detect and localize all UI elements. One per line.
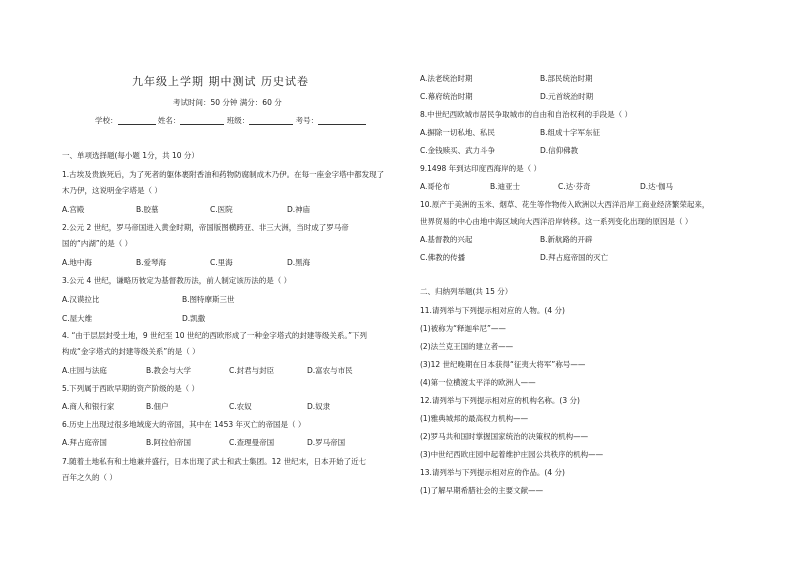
section1-heading: 一、单项选择题(每小题 1分，共 10 分） (62, 151, 199, 160)
q1-option-b[interactable]: B.胶墓 (136, 205, 159, 214)
q11-item-2: (2)法兰克王国的建立者—— (420, 342, 514, 351)
q4-option-d[interactable]: D.富农与市民 (307, 366, 353, 375)
q1-line2: 木乃伊，这说明金字塔是（ ） (62, 186, 162, 195)
q11-prompt: 11.请列举与下列提示相对应的人物。(4 分) (420, 306, 565, 315)
q12-prompt: 12.请列举与下列提示相对应的机构名称。(3 分) (420, 396, 580, 405)
q6-option-d[interactable]: D.罗马帝国 (307, 438, 346, 447)
q8-option-d[interactable]: D.信仰佛教 (540, 146, 579, 155)
number-label: 考号： (295, 116, 319, 125)
q9-line1: 9.1498 年到达印度西海岸的是（ ） (420, 164, 542, 173)
exam-meta: 考试时间：50 分钟 满分：60 分 (173, 98, 282, 107)
q4-option-b[interactable]: B.教会与大学 (146, 366, 192, 375)
q6-option-a[interactable]: A.拜占庭帝国 (62, 438, 107, 447)
section2-heading: 二、归纳列举题(共 15 分） (420, 287, 513, 296)
q8-option-c[interactable]: C.金钱赎买、武力斗争 (420, 146, 496, 155)
q7-option-c[interactable]: C.幕府统治时期 (420, 92, 473, 101)
q4-line1: 4. “由于层层封受土地，9 世纪至 10 世纪的西欧形成了一种金字塔式的封建等级关系。”下列 (62, 331, 368, 340)
q7-line1: 7.随着土地私有和土地兼并盛行，日本出现了武士和武士集团。12 世纪末，日本开始了近七 (62, 457, 367, 466)
q4-option-c[interactable]: C.封君与封臣 (229, 366, 275, 375)
q9-option-c[interactable]: C.达·芬奇 (558, 182, 591, 191)
q2-line2: 国的“内湖”的是（ ） (62, 239, 133, 248)
class-field[interactable] (249, 116, 293, 125)
class-label: 班级： (226, 116, 250, 125)
q1-option-d[interactable]: D.神庙 (287, 205, 311, 214)
q6-line1: 6.历史上出现过很多地域庞大的帝国，其中在 1453 年灭亡的帝国是（ ） (62, 420, 306, 429)
q13-prompt: 13.请列举与下列提示相对应的作品。(4 分) (420, 468, 565, 477)
q10-option-b[interactable]: B.新航路的开辟 (540, 235, 593, 244)
q5-line1: 5.下列属于西欧早期的资产阶级的是（ ） (62, 384, 200, 393)
q6-option-c[interactable]: C.查理曼帝国 (229, 438, 275, 447)
school-label: 学校： (95, 116, 118, 125)
q1-option-c[interactable]: C.医院 (210, 205, 233, 214)
school-field[interactable] (118, 116, 156, 125)
q2-option-c[interactable]: C.里海 (210, 258, 233, 267)
number-field[interactable] (318, 116, 366, 125)
q10-line1: 10.原产于美洲的玉米、烟草、花生等作物传入欧洲以大西洋沿岸工商业经济繁荣起来， (420, 200, 710, 209)
q10-option-c[interactable]: C.佛教的传播 (420, 253, 466, 262)
q6-option-b[interactable]: B.阿拉伯帝国 (146, 438, 192, 447)
name-field[interactable] (180, 116, 224, 125)
q10-option-a[interactable]: A.基督教的兴起 (420, 235, 473, 244)
q10-option-d[interactable]: D.拜占庭帝国的灭亡 (540, 253, 609, 262)
q12-item-3: (3)中世纪西欧庄园中起着维护庄园公共秩序的机构—— (420, 450, 604, 459)
q3-line1: 3.公元 4 世纪，谦略历彼定为基督教历法，前人制定该历法的是（ ） (62, 276, 292, 285)
q5-option-a[interactable]: A.商人和银行家 (62, 402, 115, 411)
q9-option-b[interactable]: B.迪亚士 (490, 182, 521, 191)
q11-item-1: (1)被称为“释迦牟尼”—— (420, 324, 506, 333)
q3-option-a[interactable]: A.汉谟拉比 (62, 295, 100, 304)
q2-line1: 2.公元 2 世纪，罗马帝国进入黄金时期，帝国版图横跨亚、非三大洲，当时成了罗马帝 (62, 223, 349, 232)
q3-option-c[interactable]: C.屋大维 (62, 314, 93, 323)
q5-option-b[interactable]: B.佃户 (146, 402, 169, 411)
student-info-row (95, 116, 366, 125)
q7-option-a[interactable]: A.法老统治时期 (420, 74, 473, 83)
q4-option-a[interactable]: A.庄园与法庭 (62, 366, 107, 375)
q9-option-d[interactable]: D.达·伽马 (640, 182, 674, 191)
q9-option-a[interactable]: A.哥伦布 (420, 182, 450, 191)
q8-option-b[interactable]: B.组成十字军东征 (540, 128, 601, 137)
q1-option-a[interactable]: A.宫殿 (62, 205, 85, 214)
q2-option-b[interactable]: B.爱琴海 (136, 258, 167, 267)
q8-option-a[interactable]: A.摒除一切私地、私民 (420, 128, 495, 137)
q7-option-b[interactable]: B.部民统治时期 (540, 74, 593, 83)
q3-option-b[interactable]: B.图特摩斯三世 (182, 295, 235, 304)
q2-option-d[interactable]: D.黑海 (287, 258, 311, 267)
q4-line2: 构成“金字塔式的封建等级关系”的是（ ） (62, 347, 200, 356)
q3-option-d[interactable]: D.凯撒 (182, 314, 206, 323)
q7-line2: 百年之久的（ ） (62, 473, 117, 482)
exam-title: 九年级上学期 期中测试 历史试卷 (132, 75, 309, 88)
q11-item-3: (3)12 世纪晚期在日本获得“征夷大将军”称号—— (420, 360, 586, 369)
q12-item-2: (2)罗马共和国时掌握国家统治的决策权的机构—— (420, 432, 589, 441)
q2-option-a[interactable]: A.地中海 (62, 258, 92, 267)
name-label: 姓名： (157, 116, 181, 125)
q8-line1: 8.中世纪西欧城市居民争取城市的自由和自治权利的手段是（ ） (420, 110, 633, 119)
q13-item-1: (1)了解早期希腊社会的主要文献—— (420, 486, 544, 495)
q11-item-4: (4)第一位横渡太平洋的欧洲人—— (420, 378, 536, 387)
q10-line2: 世界贸易的中心由地中海区域向大西洋沿岸转移。这一系列变化出现的原因是（ ） (420, 217, 693, 226)
q12-item-1: (1)雅典城邦的最高权力机构—— (420, 414, 529, 423)
q5-option-d[interactable]: D.奴隶 (307, 402, 331, 411)
q1-line1: 1.古埃及贵族死后，为了死者的躯体裹附香油和药物防腐制成木乃伊。在每一座金字塔中都发现了 (62, 170, 385, 179)
q7-option-d[interactable]: D.元首统治时期 (540, 92, 594, 101)
q5-option-c[interactable]: C.农奴 (229, 402, 252, 411)
